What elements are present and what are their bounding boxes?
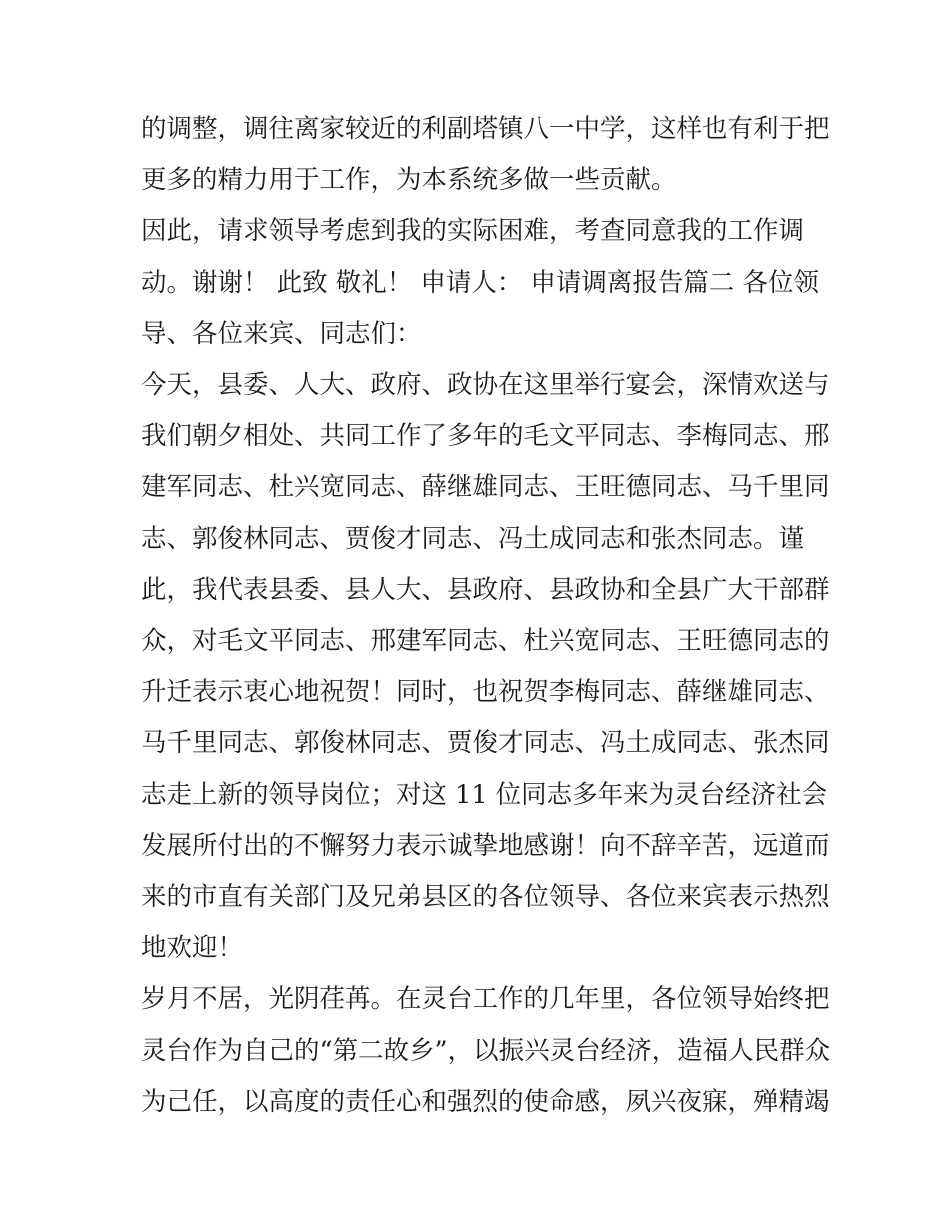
text-line: 来的市直有关部门及兄弟县区的各位领导、各位来宾表示热烈 <box>141 882 830 913</box>
text-line: 志走上新的领导岗位；对这 11 位同志多年来为灵台经济社会 <box>141 779 828 810</box>
text-line: 马千里同志、郭俊林同志、贾俊才同志、冯土成同志、张杰同 <box>141 728 830 759</box>
text-line: 的调整，调往离家较近的利副塔镇八一中学，这样也有利于把 <box>141 114 830 144</box>
text-line: 灵台作为自己的“第二故乡”，以振兴灵台经济，造福人民群众 <box>141 1035 831 1066</box>
text-line: 动。谢谢！ 此致 敬礼！ 申请人： 申请调离报告篇二 各位领 <box>141 267 820 298</box>
text-line: 因此，请求领导考虑到我的实际困难，考查同意我的工作调 <box>141 216 805 247</box>
text-line: 我们朝夕相处、共同工作了多年的毛文平同志、李梅同志、邢 <box>141 421 830 452</box>
text-line: 今天，县委、人大、政府、政协在这里举行宴会，深情欢送与 <box>141 370 830 401</box>
text-line: 导、各位来宾、同志们： <box>141 318 422 349</box>
text-line: 志、郭俊林同志、贾俊才同志、冯土成同志和张杰同志。谨 <box>141 523 805 554</box>
document-body <box>141 104 831 1128</box>
text-line: 此，我代表县委、县人大、县政府、县政协和全县广大干部群 <box>141 574 830 605</box>
text-line: 发展所付出的不懈努力表示诚挚地感谢！向不辞辛苦，远道而 <box>141 830 830 861</box>
text-line: 升迁表示衷心地祝贺！同时，也祝贺李梅同志、薛继雄同志、 <box>141 677 830 708</box>
text-line: 为己任，以高度的责任心和强烈的使命感，夙兴夜寐，殚精竭 <box>141 1086 830 1117</box>
text-line: 岁月不居，光阴荏苒。在灵台工作的几年里，各位领导始终把 <box>141 984 830 1015</box>
text-line: 地欢迎！ <box>141 933 244 964</box>
text-line: 更多的精力用于工作，为本系统多做一些贡献。 <box>141 165 677 196</box>
text-line: 建军同志、杜兴宽同志、薛继雄同志、王旺德同志、马千里同 <box>141 472 830 503</box>
text-line: 众，对毛文平同志、邢建军同志、杜兴宽同志、王旺德同志的 <box>141 626 830 657</box>
